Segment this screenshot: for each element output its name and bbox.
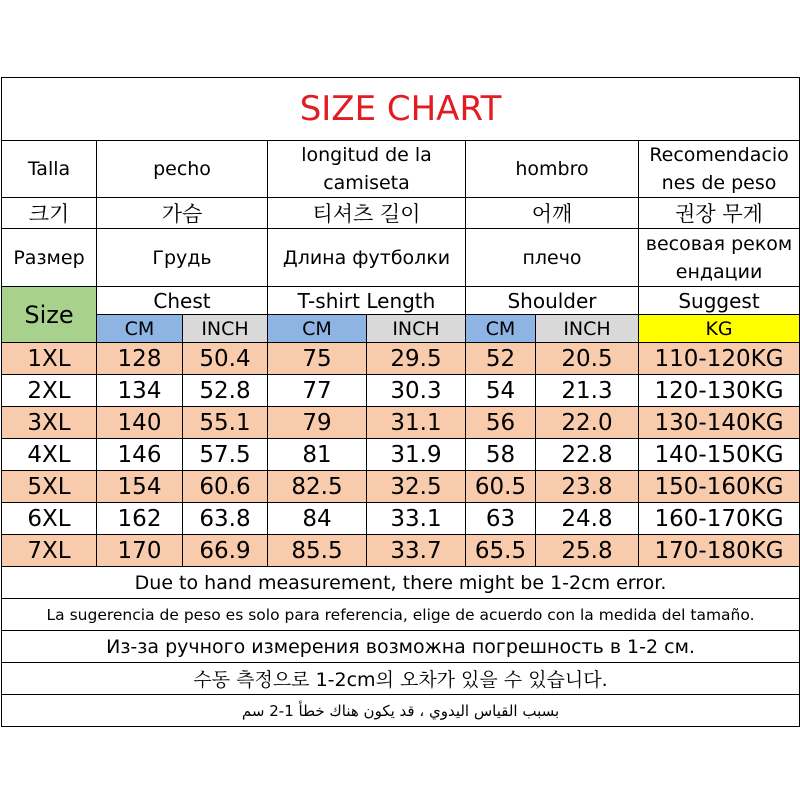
cell-length-cm: 75	[268, 343, 367, 375]
note-row-spanish	[2, 599, 800, 631]
cell-length-inch: 29.5	[367, 343, 466, 375]
header-en-shoulder: Shoulder	[466, 287, 639, 315]
cell-size: 2XL	[2, 375, 97, 407]
cell-length-cm: 85.5	[268, 535, 367, 567]
header-es-size: Talla	[2, 141, 97, 198]
header-kr-shoulder: 어깨	[466, 198, 639, 229]
note-arabic: بسبب القياس اليدوي ، قد يكون هناك خطأ 1-2 سم	[2, 695, 800, 727]
cell-size: 4XL	[2, 439, 97, 471]
cell-size: 1XL	[2, 343, 97, 375]
header-row-russian	[2, 229, 800, 287]
note-english: Due to hand measurement, there might be 1-2cm error.	[2, 567, 800, 599]
header-en-chest: Chest	[97, 287, 268, 315]
header-es-shoulder: hombro	[466, 141, 639, 198]
cell-chest-inch: 63.8	[183, 503, 268, 535]
cell-shoulder-inch: 22.8	[536, 439, 639, 471]
cell-weight: 120-130KG	[639, 375, 800, 407]
table-row	[2, 407, 800, 439]
table-row	[2, 503, 800, 535]
table-row	[2, 535, 800, 567]
header-kr-length: 티셔츠 길이	[268, 198, 466, 229]
header-es-weight: Recomendacio nes de peso	[639, 141, 800, 198]
unit-length-inch: INCH	[367, 315, 466, 343]
header-en-length: T-shirt Length	[268, 287, 466, 315]
cell-shoulder-inch: 25.8	[536, 535, 639, 567]
header-kr-size: 크기	[2, 198, 97, 229]
cell-chest-cm: 146	[97, 439, 183, 471]
header-row-spanish	[2, 141, 800, 198]
header-ru-shoulder: плечо	[466, 229, 639, 287]
table-row	[2, 375, 800, 407]
cell-chest-cm: 140	[97, 407, 183, 439]
unit-weight-kg: KG	[639, 315, 800, 343]
unit-row	[2, 315, 800, 343]
header-kr-weight: 권장 무게	[639, 198, 800, 229]
unit-shoulder-inch: INCH	[536, 315, 639, 343]
note-row-korean	[2, 663, 800, 695]
cell-chest-inch: 50.4	[183, 343, 268, 375]
header-es-length: longitud de la camiseta	[268, 141, 466, 198]
cell-length-inch: 31.9	[367, 439, 466, 471]
unit-shoulder-cm: CM	[466, 315, 536, 343]
note-row-english	[2, 567, 800, 599]
cell-chest-inch: 66.9	[183, 535, 268, 567]
cell-size: 5XL	[2, 471, 97, 503]
chart-title: SIZE CHART	[2, 78, 800, 141]
title-row	[2, 78, 800, 141]
cell-length-inch: 33.7	[367, 535, 466, 567]
cell-length-cm: 79	[268, 407, 367, 439]
note-russian: Из-за ручного измерения возможна погрешность в 1-2 см.	[2, 631, 800, 663]
cell-shoulder-inch: 20.5	[536, 343, 639, 375]
cell-shoulder-inch: 23.8	[536, 471, 639, 503]
cell-weight: 140-150KG	[639, 439, 800, 471]
cell-size: 7XL	[2, 535, 97, 567]
cell-shoulder-inch: 24.8	[536, 503, 639, 535]
cell-shoulder-inch: 22.0	[536, 407, 639, 439]
cell-length-inch: 33.1	[367, 503, 466, 535]
size-chart-table	[1, 77, 800, 727]
note-korean: 수동 측정으로 1-2cm의 오차가 있을 수 있습니다.	[2, 663, 800, 695]
cell-weight: 150-160KG	[639, 471, 800, 503]
header-ru-weight: весовая реком ендации	[639, 229, 800, 287]
cell-shoulder-cm: 52	[466, 343, 536, 375]
header-en-suggest: Suggest	[639, 287, 800, 315]
cell-length-cm: 82.5	[268, 471, 367, 503]
unit-length-cm: CM	[268, 315, 367, 343]
cell-length-cm: 77	[268, 375, 367, 407]
note-spanish: La sugerencia de peso es solo para referencia, elige de acuerdo con la medida del tamaño.	[2, 599, 800, 631]
header-row-english	[2, 287, 800, 315]
cell-length-inch: 32.5	[367, 471, 466, 503]
cell-weight: 110-120KG	[639, 343, 800, 375]
header-kr-chest: 가슴	[97, 198, 268, 229]
table-row	[2, 343, 800, 375]
cell-shoulder-cm: 60.5	[466, 471, 536, 503]
cell-length-inch: 31.1	[367, 407, 466, 439]
cell-length-cm: 84	[268, 503, 367, 535]
cell-shoulder-cm: 58	[466, 439, 536, 471]
header-ru-size: Размер	[2, 229, 97, 287]
cell-chest-cm: 128	[97, 343, 183, 375]
header-row-korean	[2, 198, 800, 229]
cell-weight: 130-140KG	[639, 407, 800, 439]
table-row	[2, 439, 800, 471]
cell-chest-cm: 154	[97, 471, 183, 503]
table-row	[2, 471, 800, 503]
cell-chest-inch: 60.6	[183, 471, 268, 503]
header-ru-chest: Грудь	[97, 229, 268, 287]
header-en-size: Size	[2, 287, 97, 343]
header-es-chest: pecho	[97, 141, 268, 198]
cell-chest-inch: 55.1	[183, 407, 268, 439]
note-row-russian	[2, 631, 800, 663]
cell-chest-inch: 52.8	[183, 375, 268, 407]
cell-shoulder-cm: 56	[466, 407, 536, 439]
cell-chest-cm: 162	[97, 503, 183, 535]
note-row-arabic	[2, 695, 800, 727]
header-ru-length: Длина футболки	[268, 229, 466, 287]
cell-size: 6XL	[2, 503, 97, 535]
cell-shoulder-cm: 63	[466, 503, 536, 535]
cell-weight: 170-180KG	[639, 535, 800, 567]
unit-chest-inch: INCH	[183, 315, 268, 343]
cell-chest-inch: 57.5	[183, 439, 268, 471]
cell-weight: 160-170KG	[639, 503, 800, 535]
cell-shoulder-cm: 54	[466, 375, 536, 407]
cell-length-inch: 30.3	[367, 375, 466, 407]
cell-chest-cm: 134	[97, 375, 183, 407]
cell-size: 3XL	[2, 407, 97, 439]
cell-chest-cm: 170	[97, 535, 183, 567]
cell-shoulder-inch: 21.3	[536, 375, 639, 407]
cell-shoulder-cm: 65.5	[466, 535, 536, 567]
unit-chest-cm: CM	[97, 315, 183, 343]
cell-length-cm: 81	[268, 439, 367, 471]
